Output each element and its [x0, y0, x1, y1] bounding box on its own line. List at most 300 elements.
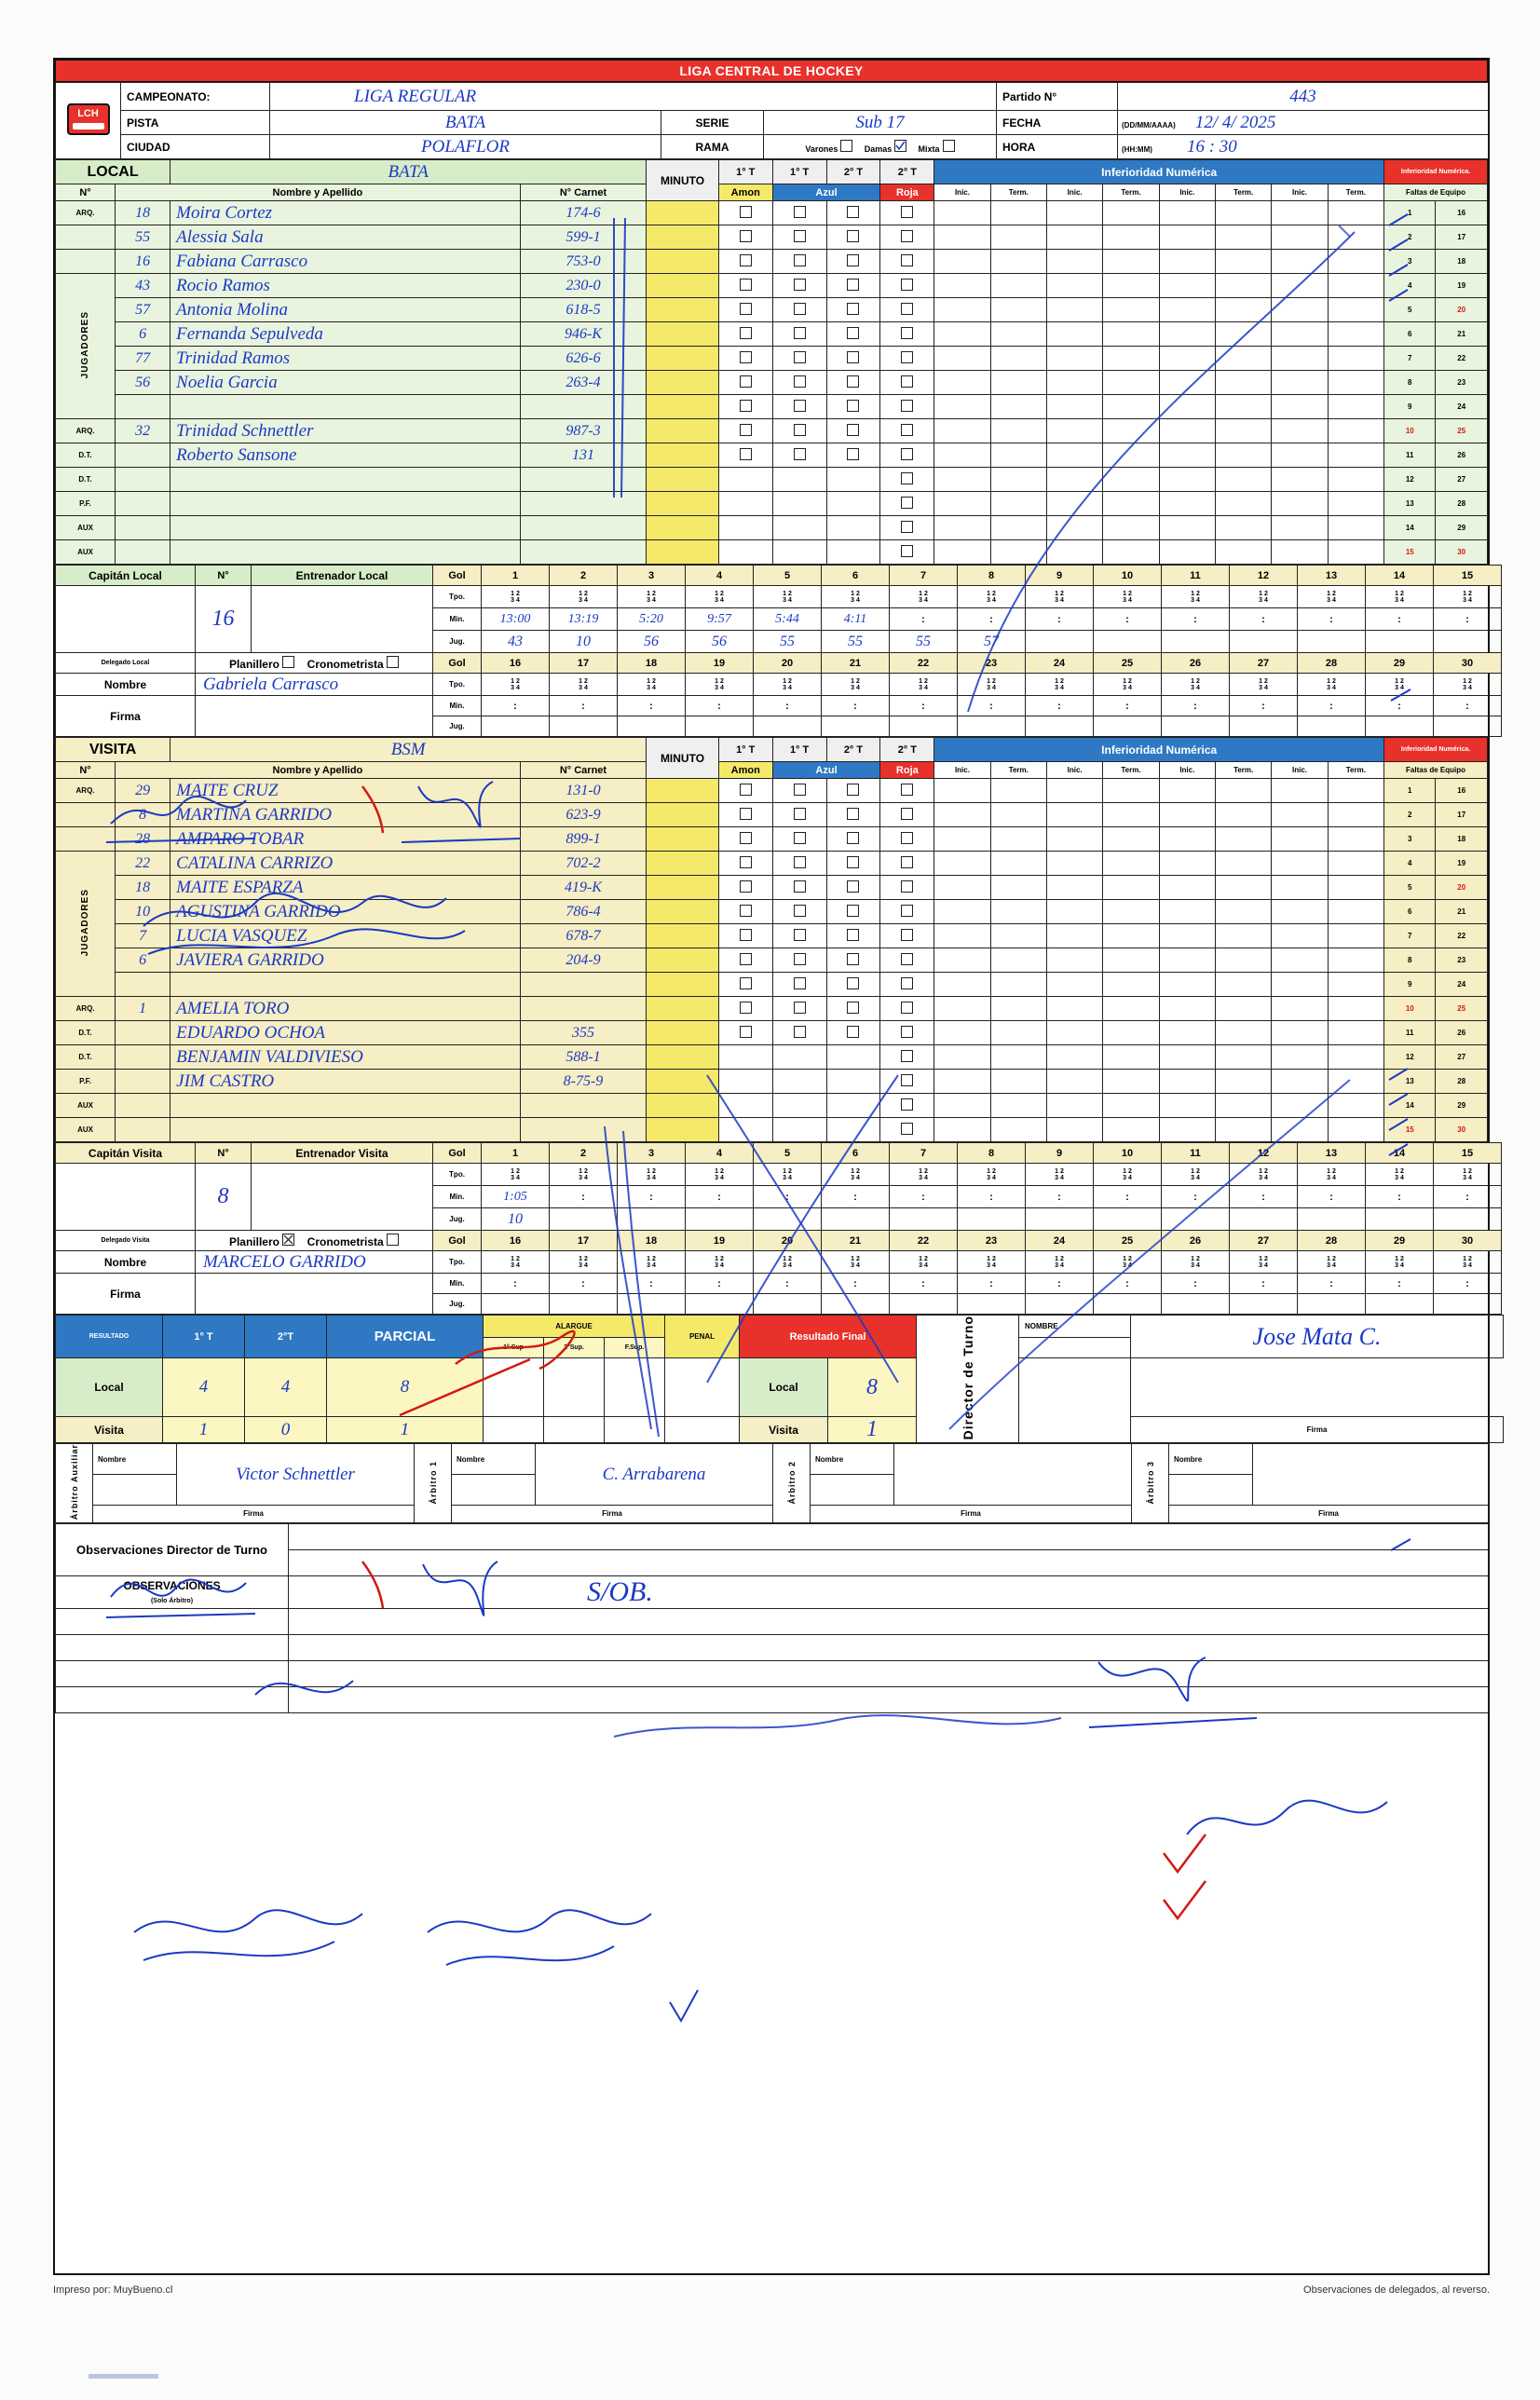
- local-azul1-11[interactable]: [772, 468, 826, 492]
- local-inf-11-6[interactable]: [1216, 468, 1272, 492]
- visita-num-12[interactable]: [116, 1070, 170, 1094]
- visita-azul2-5[interactable]: [826, 900, 880, 924]
- resultado-local-parcial[interactable]: [327, 1358, 484, 1417]
- local-carnet-9[interactable]: [520, 419, 646, 443]
- local-tpo-12[interactable]: 1 2 3 4: [1230, 586, 1298, 608]
- local2-min-19[interactable]: :: [686, 696, 754, 716]
- visita2-tpo-18[interactable]: 1 2 3 4: [618, 1251, 686, 1274]
- visita-roja-6[interactable]: [880, 924, 934, 948]
- visita2-min-25[interactable]: :: [1094, 1274, 1162, 1294]
- visita2-min-30[interactable]: :: [1434, 1274, 1502, 1294]
- local-num-9[interactable]: [116, 419, 170, 443]
- local-inf-14-6[interactable]: [1216, 540, 1272, 565]
- local-tpo-2[interactable]: 1 2 3 4: [550, 586, 618, 608]
- local-falta-r-10[interactable]: 26: [1436, 443, 1488, 468]
- visita2-tpo-24[interactable]: 1 2 3 4: [1026, 1251, 1094, 1274]
- visita-azul2-7[interactable]: [826, 948, 880, 973]
- local-num-11[interactable]: [116, 468, 170, 492]
- local-inf-11-1[interactable]: [934, 468, 990, 492]
- visita-falta-r-3[interactable]: 19: [1436, 852, 1488, 876]
- local-azul2-4[interactable]: [826, 298, 880, 322]
- local2-tpo-24[interactable]: 1 2 3 4: [1026, 674, 1094, 696]
- visita-inf-9-4[interactable]: [1103, 997, 1159, 1021]
- local-carnet-0[interactable]: [520, 201, 646, 225]
- local-jug-5[interactable]: [754, 631, 822, 653]
- visita-name-5[interactable]: [170, 900, 521, 924]
- local-carnet-13[interactable]: [520, 516, 646, 540]
- local-min-12[interactable]: :: [1230, 608, 1298, 631]
- local-num-0[interactable]: [116, 201, 170, 225]
- visita2-jug-23[interactable]: [958, 1294, 1026, 1315]
- visita-minuto-1[interactable]: [647, 803, 719, 827]
- local-name-5[interactable]: [170, 322, 521, 347]
- local2-jug-20[interactable]: [754, 716, 822, 737]
- visita2-tpo-29[interactable]: 1 2 3 4: [1366, 1251, 1434, 1274]
- local-azul1-12[interactable]: [772, 492, 826, 516]
- visita-inf-7-4[interactable]: [1103, 948, 1159, 973]
- local-azul1-6[interactable]: [772, 347, 826, 371]
- local-roja-9[interactable]: [880, 419, 934, 443]
- local-carnet-6[interactable]: [520, 347, 646, 371]
- visita-inf-7-2[interactable]: [990, 948, 1046, 973]
- local-jug-11[interactable]: [1162, 631, 1230, 653]
- visita-inf-4-5[interactable]: [1159, 876, 1215, 900]
- visita-inf-6-3[interactable]: [1046, 924, 1102, 948]
- table-row[interactable]: [56, 1045, 1488, 1070]
- visita-carnet-6[interactable]: [520, 924, 646, 948]
- local-falta-l-11[interactable]: 12: [1384, 468, 1436, 492]
- visita-azul1-8[interactable]: [772, 973, 826, 997]
- local-inf-5-4[interactable]: [1103, 322, 1159, 347]
- visita-cronometrista-checkbox[interactable]: [387, 1234, 399, 1246]
- local-inf-2-8[interactable]: [1328, 250, 1383, 274]
- visita-inf-14-3[interactable]: [1046, 1118, 1102, 1142]
- visita-name-2[interactable]: [170, 827, 521, 852]
- visita-inf-6-7[interactable]: [1272, 924, 1328, 948]
- local-inf-7-5[interactable]: [1159, 371, 1215, 395]
- visita-inf-13-7[interactable]: [1272, 1094, 1328, 1118]
- local-inf-13-3[interactable]: [1046, 516, 1102, 540]
- visita-falta-l-8[interactable]: 9: [1384, 973, 1436, 997]
- local-azul2-10[interactable]: [826, 443, 880, 468]
- local-falta-l-9[interactable]: 10: [1384, 419, 1436, 443]
- local-inf-0-2[interactable]: [990, 201, 1046, 225]
- local-inf-3-7[interactable]: [1272, 274, 1328, 298]
- local-falta-r-7[interactable]: 23: [1436, 371, 1488, 395]
- local-amon-12[interactable]: [718, 492, 772, 516]
- visita-falta-r-2[interactable]: 18: [1436, 827, 1488, 852]
- local-inf-8-3[interactable]: [1046, 395, 1102, 419]
- visita-inf-11-6[interactable]: [1216, 1045, 1272, 1070]
- visita-falta-l-6[interactable]: 7: [1384, 924, 1436, 948]
- local-inf-10-2[interactable]: [990, 443, 1046, 468]
- visita-minuto-7[interactable]: [647, 948, 719, 973]
- local2-jug-16[interactable]: [482, 716, 550, 737]
- visita-amon-0[interactable]: [718, 779, 772, 803]
- local2-tpo-22[interactable]: 1 2 3 4: [890, 674, 958, 696]
- local-falta-l-3[interactable]: 4: [1384, 274, 1436, 298]
- local-inf-0-8[interactable]: [1328, 201, 1383, 225]
- visita-inf-8-6[interactable]: [1216, 973, 1272, 997]
- visita-roja-11[interactable]: [880, 1045, 934, 1070]
- visita-amon-8[interactable]: [718, 973, 772, 997]
- local-num-6[interactable]: [116, 347, 170, 371]
- local-inf-6-3[interactable]: [1046, 347, 1102, 371]
- local-azul2-11[interactable]: [826, 468, 880, 492]
- penal-local[interactable]: [665, 1358, 740, 1417]
- visita-inf-9-6[interactable]: [1216, 997, 1272, 1021]
- local-azul2-2[interactable]: [826, 250, 880, 274]
- visita-min-14[interactable]: :: [1366, 1186, 1434, 1208]
- local-team-cell[interactable]: [170, 160, 647, 184]
- local-inf-12-1[interactable]: [934, 492, 990, 516]
- table-row[interactable]: [56, 540, 1488, 565]
- local-inf-11-4[interactable]: [1103, 468, 1159, 492]
- local-inf-6-1[interactable]: [934, 347, 990, 371]
- local2-min-22[interactable]: :: [890, 696, 958, 716]
- visita-jug-7[interactable]: [890, 1208, 958, 1231]
- visita-inf-7-5[interactable]: [1159, 948, 1215, 973]
- visita-carnet-0[interactable]: [520, 779, 646, 803]
- visita-falta-l-1[interactable]: 2: [1384, 803, 1436, 827]
- obs-director-line-1[interactable]: [289, 1523, 1489, 1549]
- local-tpo-8[interactable]: 1 2 3 4: [958, 586, 1026, 608]
- obs-arbitro-line-3[interactable]: [289, 1634, 1489, 1660]
- local-amon-3[interactable]: [718, 274, 772, 298]
- visita-minuto-4[interactable]: [647, 876, 719, 900]
- local-inf-9-2[interactable]: [990, 419, 1046, 443]
- visita-name-9[interactable]: [170, 997, 521, 1021]
- visita-inf-10-1[interactable]: [934, 1021, 990, 1045]
- local-azul2-3[interactable]: [826, 274, 880, 298]
- local-amon-13[interactable]: [718, 516, 772, 540]
- local-falta-r-2[interactable]: 18: [1436, 250, 1488, 274]
- local-inf-14-7[interactable]: [1272, 540, 1328, 565]
- alargue-local-1[interactable]: [484, 1358, 544, 1417]
- local-cronometrista-checkbox[interactable]: [387, 656, 399, 668]
- visita-inf-1-5[interactable]: [1159, 803, 1215, 827]
- local-name-9[interactable]: [170, 419, 521, 443]
- visita-inf-14-6[interactable]: [1216, 1118, 1272, 1142]
- final-visita-cell[interactable]: [828, 1417, 917, 1443]
- visita-jug-9[interactable]: [1026, 1208, 1094, 1231]
- visita2-jug-27[interactable]: [1230, 1294, 1298, 1315]
- table-row[interactable]: [56, 492, 1488, 516]
- local2-tpo-21[interactable]: 1 2 3 4: [822, 674, 890, 696]
- local-inf-5-2[interactable]: [990, 322, 1046, 347]
- visita-minuto-5[interactable]: [647, 900, 719, 924]
- local2-tpo-29[interactable]: 1 2 3 4: [1366, 674, 1434, 696]
- visita2-min-27[interactable]: :: [1230, 1274, 1298, 1294]
- local2-tpo-26[interactable]: 1 2 3 4: [1162, 674, 1230, 696]
- local-azul1-2[interactable]: [772, 250, 826, 274]
- local2-tpo-18[interactable]: 1 2 3 4: [618, 674, 686, 696]
- visita-inf-0-3[interactable]: [1046, 779, 1102, 803]
- visita-inf-8-8[interactable]: [1328, 973, 1383, 997]
- local-inf-2-1[interactable]: [934, 250, 990, 274]
- local-inf-3-8[interactable]: [1328, 274, 1383, 298]
- visita-inf-9-3[interactable]: [1046, 997, 1102, 1021]
- visita-inf-5-2[interactable]: [990, 900, 1046, 924]
- local2-jug-18[interactable]: [618, 716, 686, 737]
- visita-inf-14-1[interactable]: [934, 1118, 990, 1142]
- local-inf-12-7[interactable]: [1272, 492, 1328, 516]
- local-azul1-9[interactable]: [772, 419, 826, 443]
- local-min-11[interactable]: :: [1162, 608, 1230, 631]
- visita-minuto-3[interactable]: [647, 852, 719, 876]
- visita-falta-r-13[interactable]: 29: [1436, 1094, 1488, 1118]
- local-azul1-10[interactable]: [772, 443, 826, 468]
- visita-azul1-5[interactable]: [772, 900, 826, 924]
- visita-min-11[interactable]: :: [1162, 1186, 1230, 1208]
- visita-roja-7[interactable]: [880, 948, 934, 973]
- local-falta-l-5[interactable]: 6: [1384, 322, 1436, 347]
- visita-inf-10-5[interactable]: [1159, 1021, 1215, 1045]
- visita-inf-1-2[interactable]: [990, 803, 1046, 827]
- table-row[interactable]: [56, 274, 1488, 298]
- visita-amon-2[interactable]: [718, 827, 772, 852]
- visita-delegado-firma[interactable]: [196, 1274, 433, 1315]
- visita-azul1-6[interactable]: [772, 924, 826, 948]
- visita-carnet-1[interactable]: [520, 803, 646, 827]
- local-name-7[interactable]: [170, 371, 521, 395]
- local2-jug-25[interactable]: [1094, 716, 1162, 737]
- local-falta-l-12[interactable]: 13: [1384, 492, 1436, 516]
- local-inf-4-6[interactable]: [1216, 298, 1272, 322]
- local-falta-r-12[interactable]: 28: [1436, 492, 1488, 516]
- obs-arbitro-line-4[interactable]: [289, 1660, 1489, 1686]
- visita-jug-2[interactable]: [550, 1208, 618, 1231]
- fecha-value-cell[interactable]: [1118, 111, 1489, 135]
- visita-falta-r-0[interactable]: 16: [1436, 779, 1488, 803]
- local2-jug-22[interactable]: [890, 716, 958, 737]
- local-inf-4-4[interactable]: [1103, 298, 1159, 322]
- visita-inf-9-1[interactable]: [934, 997, 990, 1021]
- visita-falta-l-4[interactable]: 5: [1384, 876, 1436, 900]
- serie-value-cell[interactable]: [764, 111, 997, 135]
- partido-value-cell[interactable]: [1118, 83, 1489, 111]
- local-jug-3[interactable]: [618, 631, 686, 653]
- arb2-nombre-cell[interactable]: [894, 1444, 1132, 1506]
- pista-value-cell[interactable]: [270, 111, 661, 135]
- visita-tpo-3[interactable]: 1 2 3 4: [618, 1164, 686, 1186]
- capitan-visita-numero-cell[interactable]: [196, 1164, 252, 1231]
- visita-inf-0-8[interactable]: [1328, 779, 1383, 803]
- visita-inf-3-1[interactable]: [934, 852, 990, 876]
- local-inf-8-1[interactable]: [934, 395, 990, 419]
- visita-amon-6[interactable]: [718, 924, 772, 948]
- local-azul2-14[interactable]: [826, 540, 880, 565]
- visita-num-11[interactable]: [116, 1045, 170, 1070]
- alargue-visita-1[interactable]: [484, 1417, 544, 1443]
- visita-tpo-1[interactable]: 1 2 3 4: [482, 1164, 550, 1186]
- arb3-nombre-cell[interactable]: [1253, 1444, 1489, 1506]
- local-tpo-5[interactable]: 1 2 3 4: [754, 586, 822, 608]
- local2-tpo-20[interactable]: 1 2 3 4: [754, 674, 822, 696]
- visita-amon-11[interactable]: [718, 1045, 772, 1070]
- visita-inf-9-5[interactable]: [1159, 997, 1215, 1021]
- visita-inf-12-5[interactable]: [1159, 1070, 1215, 1094]
- visita-falta-r-10[interactable]: 26: [1436, 1021, 1488, 1045]
- visita-roja-1[interactable]: [880, 803, 934, 827]
- local2-tpo-30[interactable]: 1 2 3 4: [1434, 674, 1502, 696]
- local-inf-3-5[interactable]: [1159, 274, 1215, 298]
- visita-inf-6-8[interactable]: [1328, 924, 1383, 948]
- local-tpo-6[interactable]: 1 2 3 4: [822, 586, 890, 608]
- local2-min-29[interactable]: :: [1366, 696, 1434, 716]
- local-num-14[interactable]: [116, 540, 170, 565]
- visita-minuto-13[interactable]: [647, 1094, 719, 1118]
- visita-amon-9[interactable]: [718, 997, 772, 1021]
- visita-inf-12-4[interactable]: [1103, 1070, 1159, 1094]
- local-inf-1-1[interactable]: [934, 225, 990, 250]
- local2-min-27[interactable]: :: [1230, 696, 1298, 716]
- visita2-tpo-19[interactable]: 1 2 3 4: [686, 1251, 754, 1274]
- visita2-min-18[interactable]: :: [618, 1274, 686, 1294]
- local-falta-r-6[interactable]: 22: [1436, 347, 1488, 371]
- visita-inf-11-8[interactable]: [1328, 1045, 1383, 1070]
- visita-azul2-10[interactable]: [826, 1021, 880, 1045]
- local-amon-11[interactable]: [718, 468, 772, 492]
- visita-inf-13-2[interactable]: [990, 1094, 1046, 1118]
- visita-azul1-4[interactable]: [772, 876, 826, 900]
- local-tpo-14[interactable]: 1 2 3 4: [1366, 586, 1434, 608]
- visita-azul2-4[interactable]: [826, 876, 880, 900]
- local-roja-11[interactable]: [880, 468, 934, 492]
- visita-inf-3-6[interactable]: [1216, 852, 1272, 876]
- local-azul1-7[interactable]: [772, 371, 826, 395]
- obs-arbitro-line-2[interactable]: [289, 1608, 1489, 1634]
- local-inf-7-8[interactable]: [1328, 371, 1383, 395]
- obs-arbitro-line-5[interactable]: [289, 1686, 1489, 1712]
- visita2-tpo-25[interactable]: 1 2 3 4: [1094, 1251, 1162, 1274]
- local-falta-l-8[interactable]: 9: [1384, 395, 1436, 419]
- visita-roja-14[interactable]: [880, 1118, 934, 1142]
- visita2-min-19[interactable]: :: [686, 1274, 754, 1294]
- local-inf-5-1[interactable]: [934, 322, 990, 347]
- local-inf-1-8[interactable]: [1328, 225, 1383, 250]
- visita-minuto-8[interactable]: [647, 973, 719, 997]
- local-tpo-13[interactable]: 1 2 3 4: [1298, 586, 1366, 608]
- local-inf-9-7[interactable]: [1272, 419, 1328, 443]
- local-inf-4-1[interactable]: [934, 298, 990, 322]
- local-min-2[interactable]: [550, 608, 618, 631]
- visita-inf-13-6[interactable]: [1216, 1094, 1272, 1118]
- visita-min-13[interactable]: :: [1298, 1186, 1366, 1208]
- visita-falta-l-10[interactable]: 11: [1384, 1021, 1436, 1045]
- visita-name-10[interactable]: [170, 1021, 521, 1045]
- visita-azul2-6[interactable]: [826, 924, 880, 948]
- local-minuto-1[interactable]: [647, 225, 719, 250]
- local-carnet-1[interactable]: [520, 225, 646, 250]
- local-inf-9-5[interactable]: [1159, 419, 1215, 443]
- visita-inf-14-7[interactable]: [1272, 1118, 1328, 1142]
- visita-inf-4-4[interactable]: [1103, 876, 1159, 900]
- visita-falta-r-12[interactable]: 28: [1436, 1070, 1488, 1094]
- local-inf-8-5[interactable]: [1159, 395, 1215, 419]
- local-inf-9-6[interactable]: [1216, 419, 1272, 443]
- local-inf-1-3[interactable]: [1046, 225, 1102, 250]
- visita-num-13[interactable]: [116, 1094, 170, 1118]
- local-inf-13-7[interactable]: [1272, 516, 1328, 540]
- visita2-jug-28[interactable]: [1298, 1294, 1366, 1315]
- visita-min-15[interactable]: :: [1434, 1186, 1502, 1208]
- visita-inf-3-8[interactable]: [1328, 852, 1383, 876]
- local2-tpo-16[interactable]: 1 2 3 4: [482, 674, 550, 696]
- local2-tpo-19[interactable]: 1 2 3 4: [686, 674, 754, 696]
- table-row[interactable]: [56, 1094, 1488, 1118]
- visita-falta-l-3[interactable]: 4: [1384, 852, 1436, 876]
- local-azul1-8[interactable]: [772, 395, 826, 419]
- visita-min-9[interactable]: :: [1026, 1186, 1094, 1208]
- local-minuto-3[interactable]: [647, 274, 719, 298]
- local-falta-l-2[interactable]: 3: [1384, 250, 1436, 274]
- table-row[interactable]: [56, 876, 1488, 900]
- local2-jug-29[interactable]: [1366, 716, 1434, 737]
- table-row[interactable]: [56, 973, 1488, 997]
- local-name-4[interactable]: [170, 298, 521, 322]
- visita-falta-l-9[interactable]: 10: [1384, 997, 1436, 1021]
- visita-azul1-10[interactable]: [772, 1021, 826, 1045]
- local2-min-28[interactable]: :: [1298, 696, 1366, 716]
- local-min-1[interactable]: [482, 608, 550, 631]
- visita-inf-7-1[interactable]: [934, 948, 990, 973]
- visita-name-13[interactable]: [170, 1094, 521, 1118]
- visita-tpo-4[interactable]: 1 2 3 4: [686, 1164, 754, 1186]
- local-roja-12[interactable]: [880, 492, 934, 516]
- local-min-15[interactable]: :: [1434, 608, 1502, 631]
- visita-azul1-1[interactable]: [772, 803, 826, 827]
- visita-carnet-3[interactable]: [520, 852, 646, 876]
- visita-falta-l-0[interactable]: 1: [1384, 779, 1436, 803]
- visita-falta-r-4[interactable]: 20: [1436, 876, 1488, 900]
- visita-azul1-7[interactable]: [772, 948, 826, 973]
- visita-falta-l-13[interactable]: 14: [1384, 1094, 1436, 1118]
- visita-inf-3-3[interactable]: [1046, 852, 1102, 876]
- table-row[interactable]: [56, 468, 1488, 492]
- visita-name-0[interactable]: [170, 779, 521, 803]
- visita-azul1-14[interactable]: [772, 1118, 826, 1142]
- local-inf-13-2[interactable]: [990, 516, 1046, 540]
- local-min-14[interactable]: :: [1366, 608, 1434, 631]
- visita-falta-r-7[interactable]: 23: [1436, 948, 1488, 973]
- local-roja-14[interactable]: [880, 540, 934, 565]
- visita-num-14[interactable]: [116, 1118, 170, 1142]
- local-inf-13-8[interactable]: [1328, 516, 1383, 540]
- visita-azul1-3[interactable]: [772, 852, 826, 876]
- local-inf-3-4[interactable]: [1103, 274, 1159, 298]
- visita2-tpo-16[interactable]: 1 2 3 4: [482, 1251, 550, 1274]
- local2-tpo-28[interactable]: 1 2 3 4: [1298, 674, 1366, 696]
- local-num-1[interactable]: [116, 225, 170, 250]
- local-inf-2-6[interactable]: [1216, 250, 1272, 274]
- visita-amon-5[interactable]: [718, 900, 772, 924]
- local-minuto-4[interactable]: [647, 298, 719, 322]
- local-falta-r-9[interactable]: 25: [1436, 419, 1488, 443]
- local2-min-17[interactable]: :: [550, 696, 618, 716]
- visita-azul2-3[interactable]: [826, 852, 880, 876]
- visita-inf-8-5[interactable]: [1159, 973, 1215, 997]
- visita2-min-22[interactable]: :: [890, 1274, 958, 1294]
- visita-azul2-11[interactable]: [826, 1045, 880, 1070]
- visita-jug-5[interactable]: [754, 1208, 822, 1231]
- local-roja-13[interactable]: [880, 516, 934, 540]
- local-amon-0[interactable]: [718, 201, 772, 225]
- local-name-11[interactable]: [170, 468, 521, 492]
- visita-inf-2-3[interactable]: [1046, 827, 1102, 852]
- local-amon-7[interactable]: [718, 371, 772, 395]
- visita-num-8[interactable]: [116, 973, 170, 997]
